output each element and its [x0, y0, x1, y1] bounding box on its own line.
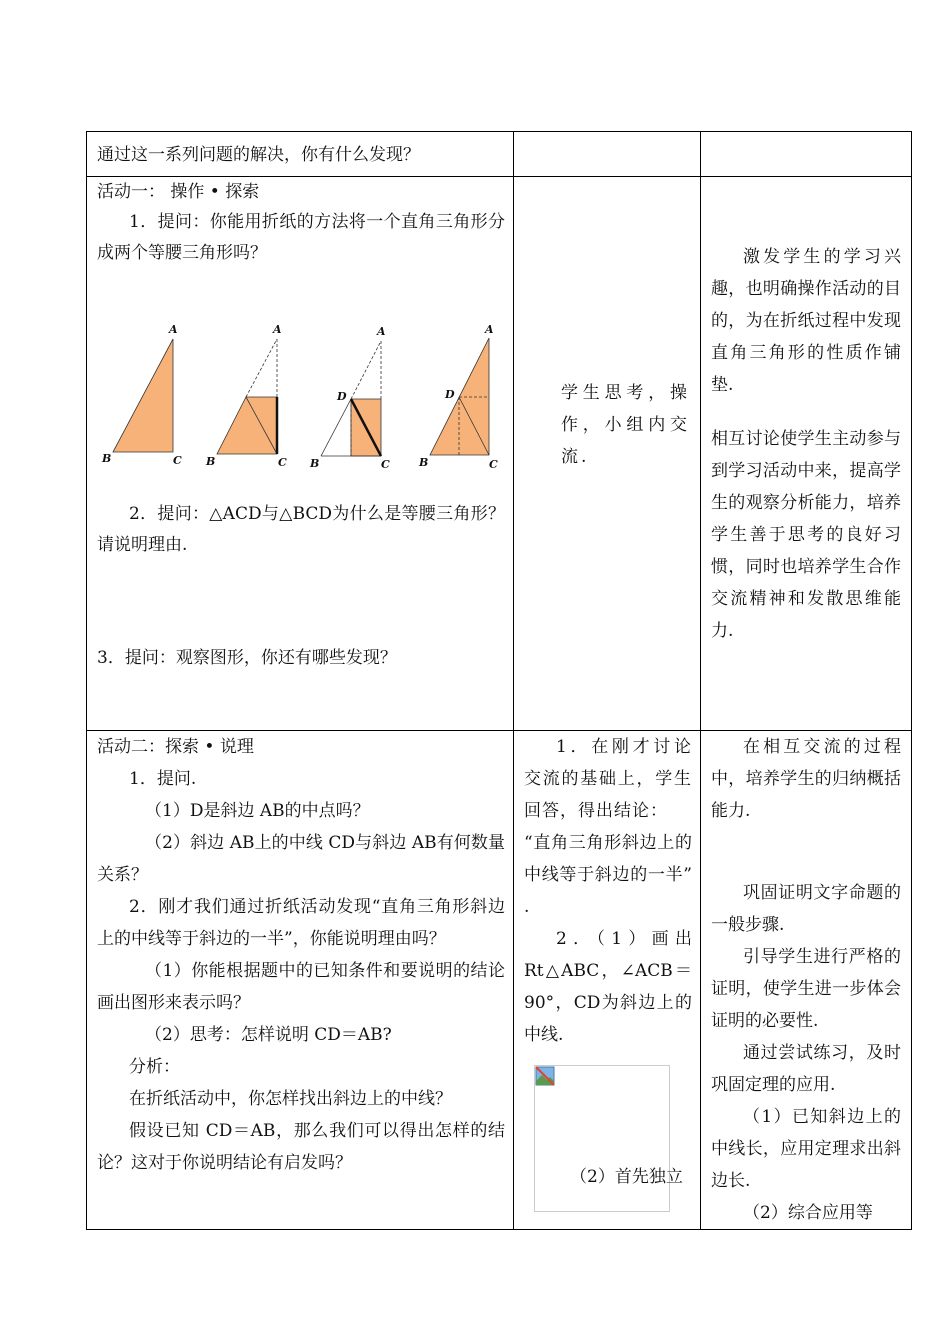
fig2-dashed-a	[246, 339, 277, 397]
lesson-table	[86, 131, 912, 1230]
activity2-line9: 假设已知 CD＝AB，那么我们可以得出怎样的结论？这对于你说明结论有启发吗？	[97, 1121, 505, 1173]
row3-student-4: （2）首先独立	[570, 1167, 683, 1187]
activity1-question2: 2．提问：△ACD与△BCD为什么是等腰三角形？请说明理由.	[97, 504, 505, 555]
fig3-label-c: C	[381, 458, 390, 471]
row3-intent-1: 在相互交流的过程中，培养学生的归纳概括能力.	[711, 737, 901, 821]
fig3-dashed-a	[351, 341, 381, 399]
row3-col1	[87, 731, 514, 1230]
activity2-line3: （2）斜边 AB上的中线 CD与斜边 AB有何数量关系？	[97, 833, 505, 885]
fig2-triangle	[217, 397, 277, 454]
activity1-question3: 3．提问：观察图形，你还有哪些发现？	[97, 648, 397, 668]
row3-intent-5: （1）已知斜边上的中线长，应用定理求出斜边长.	[711, 1107, 901, 1191]
row2-design-intent-2: 相互讨论使学生主动参与到学习活动中来，提高学生的观察分析能力，培养学生善于思考的良好习惯，同时也培养学生合作交流精神和发散思维能力.	[711, 429, 901, 641]
row2-design-intent-1: 激发学生的学习兴趣，也明确操作活动的目的，为在折纸过程中发现直角三角形的性质作铺垫.	[711, 247, 901, 395]
fig2-label-b: B	[206, 455, 216, 468]
fig3-label-b: B	[310, 457, 320, 470]
row2-col3	[701, 177, 912, 731]
row3-intent-2: 巩固证明文字命题的一般步骤.	[711, 883, 901, 935]
row2-col1	[87, 177, 514, 731]
row3-intent-3: 引导学生进行严格的证明，使学生进一步体会证明的必要性.	[711, 947, 901, 1031]
fig3-bd	[321, 399, 351, 456]
fig1-label-c: C	[173, 454, 182, 467]
activity2-line6: （2）思考：怎样说明 CD＝AB?	[145, 1025, 392, 1045]
fig1-label-b: B	[102, 452, 112, 465]
row3-col3	[701, 731, 912, 1230]
table-row	[87, 132, 912, 177]
activity2-line4: 2．刚才我们通过折纸活动发现“直角三角形斜边上的中线等于斜边的一半”，你能说明理由吗？	[97, 897, 505, 949]
table-row	[87, 731, 912, 1230]
row3-col2	[514, 731, 701, 1230]
row2-student-activity: 学生思考，操作，小组内交流.	[561, 383, 690, 467]
fig3-label-d: D	[337, 390, 347, 403]
activity1-title: 活动一： 操作 • 探索	[97, 182, 260, 202]
row3-intent-4: 通过尝试练习，及时巩固定理的应用.	[711, 1043, 901, 1095]
row3-student-3: 2．（1）画出Rt△ABC，∠ACB＝90°，CD为斜边上的中线.	[524, 929, 692, 1045]
row3-student-1: 1．在刚才讨论交流的基础上，学生回答，得出结论：	[524, 737, 692, 821]
activity2-line2: （1）D是斜边 AB的中点吗？	[145, 801, 370, 821]
activity2-line8: 在折纸活动中，你怎样找出斜边上的中线？	[129, 1089, 452, 1109]
fig1-triangle	[113, 339, 173, 452]
activity1-question1: 1．提问：你能用折纸的方法将一个直角三角形分成两个等腰三角形吗？	[97, 212, 505, 263]
fig4-label-a: A	[485, 323, 494, 336]
folding-diagram-svg	[97, 269, 507, 499]
fig4-label-c: C	[489, 458, 498, 471]
row1-col1	[87, 132, 514, 177]
broken-image-icon	[535, 1066, 555, 1086]
row3-intent-6: （2）综合应用等	[743, 1203, 873, 1223]
fig2-label-c: C	[278, 456, 287, 469]
fig2-label-a: A	[273, 323, 282, 336]
row1-text: 通过这一系列问题的解决，你有什么发现？	[97, 145, 420, 165]
row1-col2	[514, 132, 701, 177]
folding-diagrams	[97, 269, 505, 499]
activity2-title: 活动二：探索 • 说理	[97, 737, 254, 757]
row1-col3	[701, 132, 912, 177]
row3-col2-content	[514, 731, 700, 1229]
fig3-label-a: A	[377, 325, 386, 338]
image-placeholder-area	[514, 1051, 700, 1211]
activity2-line5: （1）你能根据题中的已知条件和要说明的结论画出图形来表示吗？	[97, 961, 505, 1013]
activity2-line1: 1．提问.	[129, 769, 197, 789]
fig1-label-a: A	[169, 323, 178, 336]
row3-student-2: “直角三角形斜边上的中线等于斜边的一半” .	[524, 833, 692, 917]
fig4-label-d: D	[445, 388, 455, 401]
activity2-line7: 分析：	[129, 1057, 180, 1077]
table-row	[87, 177, 912, 731]
fig4-label-b: B	[419, 456, 429, 469]
row2-col2	[514, 177, 701, 731]
